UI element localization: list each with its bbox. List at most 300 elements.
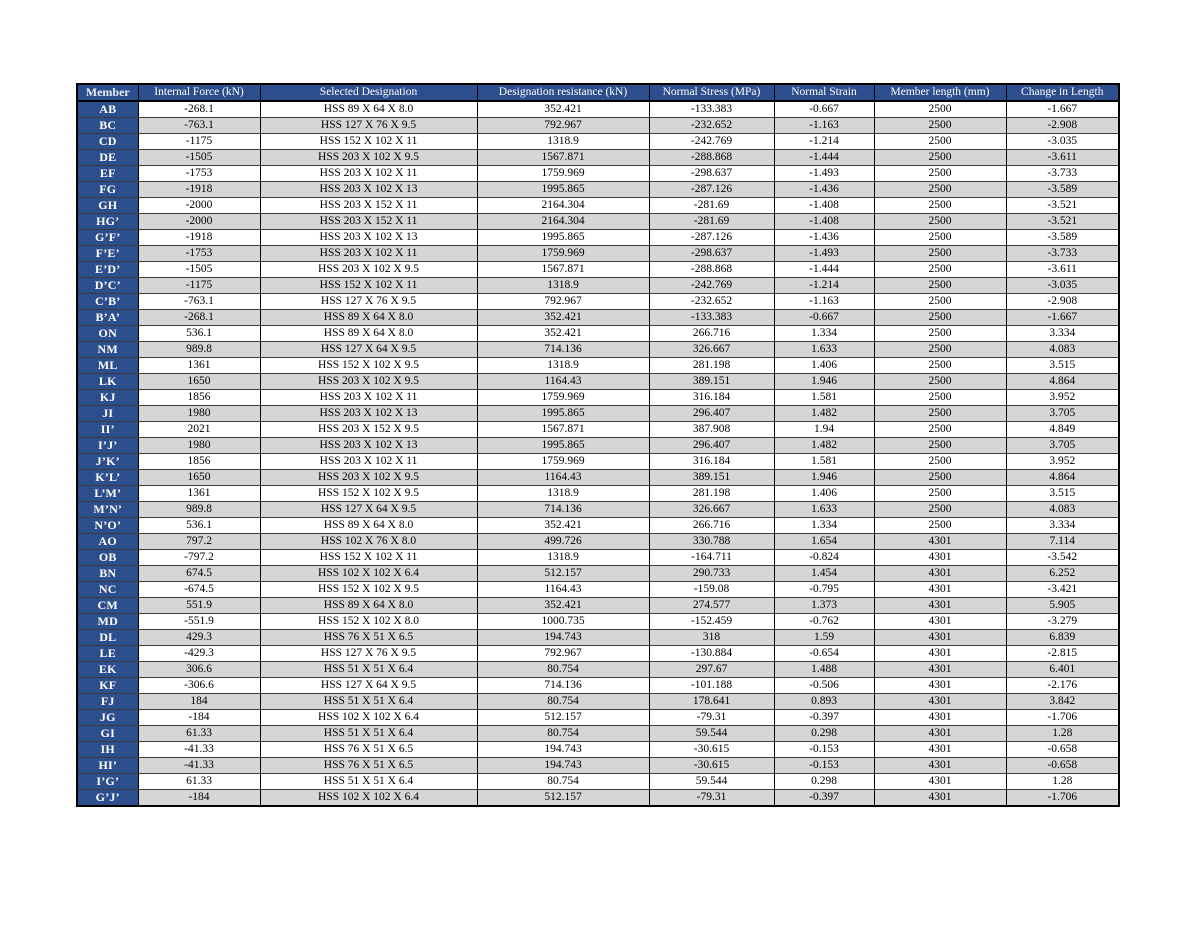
change-in-length-cell: 3.515 — [1006, 358, 1119, 374]
normal-strain-cell: 1.633 — [774, 342, 874, 358]
designation-cell: HSS 127 X 64 X 9.5 — [260, 678, 477, 694]
normal-stress-cell: 178.641 — [649, 694, 774, 710]
internal-force-cell: 1650 — [138, 374, 260, 390]
change-in-length-cell: 3.334 — [1006, 326, 1119, 342]
change-in-length-cell: -1.667 — [1006, 310, 1119, 326]
resistance-cell: 352.421 — [477, 518, 649, 534]
member-length-cell: 2500 — [874, 486, 1006, 502]
designation-cell: HSS 203 X 102 X 11 — [260, 454, 477, 470]
member-length-cell: 2500 — [874, 518, 1006, 534]
member-cell: BN — [77, 566, 138, 582]
table-row — [77, 326, 1119, 342]
normal-strain-cell: 1.334 — [774, 326, 874, 342]
normal-stress-cell: -288.868 — [649, 262, 774, 278]
member-length-cell: 4301 — [874, 758, 1006, 774]
member-length-cell: 2500 — [874, 150, 1006, 166]
internal-force-cell: 61.33 — [138, 774, 260, 790]
designation-cell: HSS 203 X 102 X 13 — [260, 230, 477, 246]
change-in-length-cell: 5.905 — [1006, 598, 1119, 614]
internal-force-cell: -1918 — [138, 182, 260, 198]
designation-cell: HSS 102 X 102 X 6.4 — [260, 566, 477, 582]
table-row — [77, 518, 1119, 534]
change-in-length-cell: 4.083 — [1006, 502, 1119, 518]
normal-stress-cell: 59.544 — [649, 774, 774, 790]
table-row — [77, 486, 1119, 502]
member-length-cell: 4301 — [874, 646, 1006, 662]
resistance-cell: 80.754 — [477, 726, 649, 742]
table-row — [77, 470, 1119, 486]
normal-strain-cell: 1.373 — [774, 598, 874, 614]
member-length-cell: 2500 — [874, 182, 1006, 198]
designation-cell: HSS 76 X 51 X 6.5 — [260, 758, 477, 774]
change-in-length-cell: 7.114 — [1006, 534, 1119, 550]
internal-force-cell: 536.1 — [138, 326, 260, 342]
resistance-cell: 194.743 — [477, 742, 649, 758]
change-in-length-cell: -3.611 — [1006, 262, 1119, 278]
table-row — [77, 246, 1119, 262]
normal-stress-cell: -152.459 — [649, 614, 774, 630]
designation-cell: HSS 203 X 102 X 9.5 — [260, 150, 477, 166]
internal-force-cell: -551.9 — [138, 614, 260, 630]
designation-cell: HSS 203 X 102 X 11 — [260, 246, 477, 262]
change-in-length-cell: -3.279 — [1006, 614, 1119, 630]
member-cell: FJ — [77, 694, 138, 710]
member-cell: EK — [77, 662, 138, 678]
normal-stress-cell: -242.769 — [649, 278, 774, 294]
internal-force-cell: -1918 — [138, 230, 260, 246]
table-row — [77, 502, 1119, 518]
internal-force-cell: 1361 — [138, 358, 260, 374]
internal-force-cell: 429.3 — [138, 630, 260, 646]
normal-strain-cell: 1.482 — [774, 406, 874, 422]
change-in-length-cell: 3.705 — [1006, 406, 1119, 422]
designation-cell: HSS 76 X 51 X 6.5 — [260, 630, 477, 646]
change-in-length-cell: -1.667 — [1006, 101, 1119, 118]
normal-stress-cell: -281.69 — [649, 198, 774, 214]
member-cell: B’A’ — [77, 310, 138, 326]
member-cell: JG — [77, 710, 138, 726]
resistance-cell: 1567.871 — [477, 150, 649, 166]
change-in-length-cell: 3.334 — [1006, 518, 1119, 534]
normal-stress-cell: -30.615 — [649, 758, 774, 774]
member-length-cell: 2500 — [874, 294, 1006, 310]
normal-strain-cell: 1.59 — [774, 630, 874, 646]
resistance-cell: 1567.871 — [477, 262, 649, 278]
normal-strain-cell: 1.654 — [774, 534, 874, 550]
change-in-length-cell: -3.035 — [1006, 278, 1119, 294]
change-in-length-cell: -3.421 — [1006, 582, 1119, 598]
member-length-cell: 2500 — [874, 422, 1006, 438]
table-row — [77, 582, 1119, 598]
designation-cell: HSS 203 X 152 X 9.5 — [260, 422, 477, 438]
member-length-cell: 4301 — [874, 694, 1006, 710]
internal-force-cell: -184 — [138, 710, 260, 726]
resistance-cell: 1318.9 — [477, 278, 649, 294]
table-row — [77, 422, 1119, 438]
normal-stress-cell: 318 — [649, 630, 774, 646]
member-length-cell: 4301 — [874, 774, 1006, 790]
table-row — [77, 278, 1119, 294]
normal-strain-cell: 1.946 — [774, 374, 874, 390]
designation-cell: HSS 89 X 64 X 8.0 — [260, 518, 477, 534]
member-cell: DE — [77, 150, 138, 166]
normal-strain-cell: 1.334 — [774, 518, 874, 534]
normal-stress-cell: 316.184 — [649, 390, 774, 406]
table-row — [77, 726, 1119, 742]
member-cell: G’F’ — [77, 230, 138, 246]
internal-force-cell: -2000 — [138, 198, 260, 214]
designation-cell: HSS 203 X 102 X 11 — [260, 166, 477, 182]
change-in-length-cell: 3.952 — [1006, 454, 1119, 470]
change-in-length-cell: 1.28 — [1006, 774, 1119, 790]
change-in-length-cell: 4.864 — [1006, 470, 1119, 486]
designation-cell: HSS 152 X 102 X 8.0 — [260, 614, 477, 630]
designation-cell: HSS 89 X 64 X 8.0 — [260, 310, 477, 326]
normal-stress-cell: 266.716 — [649, 326, 774, 342]
normal-stress-cell: -298.637 — [649, 246, 774, 262]
resistance-cell: 1164.43 — [477, 582, 649, 598]
column-header-change-in-length: Change in Length — [1006, 84, 1119, 101]
member-length-cell: 2500 — [874, 246, 1006, 262]
table-row — [77, 374, 1119, 390]
normal-strain-cell: 1.633 — [774, 502, 874, 518]
table-row — [77, 534, 1119, 550]
column-header-member: Member — [77, 84, 138, 101]
designation-cell: HSS 203 X 152 X 11 — [260, 214, 477, 230]
member-length-cell: 2500 — [874, 230, 1006, 246]
table-row — [77, 566, 1119, 582]
table-row — [77, 150, 1119, 166]
resistance-cell: 499.726 — [477, 534, 649, 550]
resistance-cell: 1318.9 — [477, 134, 649, 150]
internal-force-cell: -268.1 — [138, 101, 260, 118]
table-row — [77, 230, 1119, 246]
change-in-length-cell: 6.401 — [1006, 662, 1119, 678]
member-cell: MD — [77, 614, 138, 630]
normal-stress-cell: 281.198 — [649, 358, 774, 374]
normal-strain-cell: -0.654 — [774, 646, 874, 662]
column-header-selected-designation: Selected Designation — [260, 84, 477, 101]
normal-stress-cell: -130.884 — [649, 646, 774, 662]
resistance-cell: 194.743 — [477, 630, 649, 646]
internal-force-cell: 989.8 — [138, 502, 260, 518]
change-in-length-cell: 6.252 — [1006, 566, 1119, 582]
normal-stress-cell: -133.383 — [649, 101, 774, 118]
normal-stress-cell: 290.733 — [649, 566, 774, 582]
internal-force-cell: -429.3 — [138, 646, 260, 662]
normal-strain-cell: 1.946 — [774, 470, 874, 486]
internal-force-cell: 674.5 — [138, 566, 260, 582]
normal-stress-cell: 297.67 — [649, 662, 774, 678]
member-length-cell: 4301 — [874, 790, 1006, 807]
internal-force-cell: -797.2 — [138, 550, 260, 566]
header-row — [77, 84, 1119, 101]
column-header-normal-strain: Normal Strain — [774, 84, 874, 101]
member-length-cell: 2500 — [874, 134, 1006, 150]
member-cell: CD — [77, 134, 138, 150]
member-length-cell: 4301 — [874, 710, 1006, 726]
internal-force-cell: -1753 — [138, 246, 260, 262]
internal-force-cell: 1980 — [138, 438, 260, 454]
designation-cell: HSS 152 X 102 X 11 — [260, 550, 477, 566]
normal-strain-cell: -0.397 — [774, 790, 874, 807]
change-in-length-cell: -3.542 — [1006, 550, 1119, 566]
resistance-cell: 1164.43 — [477, 470, 649, 486]
normal-strain-cell: -0.506 — [774, 678, 874, 694]
normal-stress-cell: -281.69 — [649, 214, 774, 230]
member-length-cell: 4301 — [874, 678, 1006, 694]
normal-strain-cell: 1.94 — [774, 422, 874, 438]
member-length-cell: 4301 — [874, 566, 1006, 582]
change-in-length-cell: -3.733 — [1006, 246, 1119, 262]
normal-stress-cell: -288.868 — [649, 150, 774, 166]
table-row — [77, 454, 1119, 470]
change-in-length-cell: 1.28 — [1006, 726, 1119, 742]
normal-strain-cell: -0.795 — [774, 582, 874, 598]
member-length-cell: 2500 — [874, 454, 1006, 470]
member-cell: HI’ — [77, 758, 138, 774]
internal-force-cell: -1505 — [138, 262, 260, 278]
change-in-length-cell: -1.706 — [1006, 790, 1119, 807]
internal-force-cell: -1175 — [138, 134, 260, 150]
designation-cell: HSS 127 X 76 X 9.5 — [260, 118, 477, 134]
member-cell: AB — [77, 101, 138, 118]
member-length-cell: 2500 — [874, 166, 1006, 182]
designation-cell: HSS 152 X 102 X 11 — [260, 278, 477, 294]
normal-stress-cell: -164.711 — [649, 550, 774, 566]
designation-cell: HSS 76 X 51 X 6.5 — [260, 742, 477, 758]
table-row — [77, 310, 1119, 326]
normal-strain-cell: -0.667 — [774, 101, 874, 118]
resistance-cell: 792.967 — [477, 646, 649, 662]
change-in-length-cell: 3.705 — [1006, 438, 1119, 454]
designation-cell: HSS 127 X 76 X 9.5 — [260, 294, 477, 310]
table-row — [77, 166, 1119, 182]
designation-cell: HSS 152 X 102 X 9.5 — [260, 582, 477, 598]
normal-stress-cell: -232.652 — [649, 118, 774, 134]
member-cell: BC — [77, 118, 138, 134]
table-row — [77, 358, 1119, 374]
change-in-length-cell: -2.908 — [1006, 118, 1119, 134]
member-length-cell: 4301 — [874, 662, 1006, 678]
table-row — [77, 598, 1119, 614]
table-header — [77, 84, 1119, 101]
designation-cell: HSS 203 X 102 X 13 — [260, 182, 477, 198]
resistance-cell: 512.157 — [477, 710, 649, 726]
normal-stress-cell: 296.407 — [649, 438, 774, 454]
change-in-length-cell: 4.849 — [1006, 422, 1119, 438]
resistance-cell: 1318.9 — [477, 550, 649, 566]
normal-strain-cell: -1.408 — [774, 198, 874, 214]
internal-force-cell: 2021 — [138, 422, 260, 438]
resistance-cell: 792.967 — [477, 118, 649, 134]
member-cell: IH — [77, 742, 138, 758]
change-in-length-cell: -3.733 — [1006, 166, 1119, 182]
resistance-cell: 1318.9 — [477, 486, 649, 502]
internal-force-cell: 536.1 — [138, 518, 260, 534]
member-cell: E’D’ — [77, 262, 138, 278]
resistance-cell: 352.421 — [477, 598, 649, 614]
resistance-cell: 80.754 — [477, 662, 649, 678]
normal-stress-cell: -298.637 — [649, 166, 774, 182]
normal-strain-cell: -0.153 — [774, 758, 874, 774]
member-length-cell: 4301 — [874, 534, 1006, 550]
internal-force-cell: -2000 — [138, 214, 260, 230]
resistance-cell: 512.157 — [477, 566, 649, 582]
table-row — [77, 758, 1119, 774]
designation-cell: HSS 51 X 51 X 6.4 — [260, 774, 477, 790]
normal-strain-cell: 0.298 — [774, 774, 874, 790]
designation-cell: HSS 89 X 64 X 8.0 — [260, 101, 477, 118]
designation-cell: HSS 89 X 64 X 8.0 — [260, 598, 477, 614]
resistance-cell: 714.136 — [477, 342, 649, 358]
member-cell: NC — [77, 582, 138, 598]
normal-strain-cell: -1.214 — [774, 278, 874, 294]
member-length-cell: 2500 — [874, 101, 1006, 118]
internal-force-cell: 989.8 — [138, 342, 260, 358]
designation-cell: HSS 89 X 64 X 8.0 — [260, 326, 477, 342]
designation-cell: HSS 51 X 51 X 6.4 — [260, 726, 477, 742]
normal-stress-cell: 330.788 — [649, 534, 774, 550]
table-row — [77, 101, 1119, 118]
designation-cell: HSS 152 X 102 X 9.5 — [260, 486, 477, 502]
internal-force-cell: -184 — [138, 790, 260, 807]
member-length-cell: 2500 — [874, 438, 1006, 454]
internal-force-cell: -674.5 — [138, 582, 260, 598]
normal-stress-cell: 316.184 — [649, 454, 774, 470]
resistance-cell: 1995.865 — [477, 406, 649, 422]
designation-cell: HSS 203 X 102 X 13 — [260, 438, 477, 454]
column-header-internal-force: Internal Force (kN) — [138, 84, 260, 101]
member-length-cell: 2500 — [874, 262, 1006, 278]
member-cell: F’E’ — [77, 246, 138, 262]
change-in-length-cell: -3.589 — [1006, 182, 1119, 198]
member-cell: M’N’ — [77, 502, 138, 518]
member-cell: GH — [77, 198, 138, 214]
normal-stress-cell: -79.31 — [649, 710, 774, 726]
internal-force-cell: 1856 — [138, 454, 260, 470]
member-cell: L’M’ — [77, 486, 138, 502]
member-cell: ON — [77, 326, 138, 342]
internal-force-cell: -1175 — [138, 278, 260, 294]
normal-strain-cell: -0.762 — [774, 614, 874, 630]
member-cell: N’O’ — [77, 518, 138, 534]
member-length-cell: 2500 — [874, 310, 1006, 326]
normal-stress-cell: 274.577 — [649, 598, 774, 614]
resistance-cell: 80.754 — [477, 694, 649, 710]
change-in-length-cell: -2.176 — [1006, 678, 1119, 694]
internal-force-cell: -306.6 — [138, 678, 260, 694]
member-cell: CM — [77, 598, 138, 614]
member-length-cell: 2500 — [874, 326, 1006, 342]
member-length-cell: 4301 — [874, 630, 1006, 646]
table-row — [77, 262, 1119, 278]
normal-stress-cell: -79.31 — [649, 790, 774, 807]
table-row — [77, 342, 1119, 358]
designation-cell: HSS 203 X 102 X 9.5 — [260, 374, 477, 390]
resistance-cell: 1164.43 — [477, 374, 649, 390]
normal-strain-cell: 1.581 — [774, 390, 874, 406]
table-row — [77, 214, 1119, 230]
member-length-cell: 2500 — [874, 118, 1006, 134]
change-in-length-cell: 4.083 — [1006, 342, 1119, 358]
normal-stress-cell: -287.126 — [649, 182, 774, 198]
designation-cell: HSS 51 X 51 X 6.4 — [260, 662, 477, 678]
resistance-cell: 1995.865 — [477, 438, 649, 454]
resistance-cell: 792.967 — [477, 294, 649, 310]
resistance-cell: 1759.969 — [477, 166, 649, 182]
normal-strain-cell: -0.397 — [774, 710, 874, 726]
normal-stress-cell: 281.198 — [649, 486, 774, 502]
designation-cell: HSS 102 X 102 X 6.4 — [260, 710, 477, 726]
member-cell: DL — [77, 630, 138, 646]
normal-strain-cell: -1.214 — [774, 134, 874, 150]
internal-force-cell: 61.33 — [138, 726, 260, 742]
normal-stress-cell: -133.383 — [649, 310, 774, 326]
member-cell: G’J’ — [77, 790, 138, 807]
member-length-cell: 4301 — [874, 598, 1006, 614]
member-cell: LE — [77, 646, 138, 662]
member-cell: ML — [77, 358, 138, 374]
normal-strain-cell: -1.163 — [774, 118, 874, 134]
normal-stress-cell: -242.769 — [649, 134, 774, 150]
member-length-cell: 4301 — [874, 550, 1006, 566]
column-header-normal-stress: Normal Stress (MPa) — [649, 84, 774, 101]
member-cell: GI — [77, 726, 138, 742]
resistance-cell: 2164.304 — [477, 198, 649, 214]
member-results-table — [76, 83, 1120, 807]
normal-stress-cell: -232.652 — [649, 294, 774, 310]
member-length-cell: 2500 — [874, 470, 1006, 486]
normal-strain-cell: 1.454 — [774, 566, 874, 582]
internal-force-cell: 551.9 — [138, 598, 260, 614]
member-cell: FG — [77, 182, 138, 198]
normal-strain-cell: -1.408 — [774, 214, 874, 230]
resistance-cell: 512.157 — [477, 790, 649, 807]
internal-force-cell: -268.1 — [138, 310, 260, 326]
table-row — [77, 774, 1119, 790]
member-cell: KF — [77, 678, 138, 694]
member-length-cell: 4301 — [874, 726, 1006, 742]
designation-cell: HSS 203 X 102 X 9.5 — [260, 262, 477, 278]
table-row — [77, 710, 1119, 726]
member-cell: OB — [77, 550, 138, 566]
member-length-cell: 4301 — [874, 582, 1006, 598]
resistance-cell: 714.136 — [477, 678, 649, 694]
normal-stress-cell: -101.188 — [649, 678, 774, 694]
change-in-length-cell: -0.658 — [1006, 742, 1119, 758]
table-row — [77, 182, 1119, 198]
resistance-cell: 1995.865 — [477, 182, 649, 198]
member-cell: D’C’ — [77, 278, 138, 294]
resistance-cell: 1000.735 — [477, 614, 649, 630]
table-row — [77, 790, 1119, 807]
change-in-length-cell: -1.706 — [1006, 710, 1119, 726]
member-length-cell: 2500 — [874, 390, 1006, 406]
change-in-length-cell: -2.815 — [1006, 646, 1119, 662]
change-in-length-cell: 4.864 — [1006, 374, 1119, 390]
designation-cell: HSS 102 X 76 X 8.0 — [260, 534, 477, 550]
resistance-cell: 352.421 — [477, 101, 649, 118]
member-length-cell: 2500 — [874, 342, 1006, 358]
member-length-cell: 2500 — [874, 278, 1006, 294]
designation-cell: HSS 152 X 102 X 11 — [260, 134, 477, 150]
table-row — [77, 742, 1119, 758]
normal-strain-cell: -0.824 — [774, 550, 874, 566]
designation-cell: HSS 102 X 102 X 6.4 — [260, 790, 477, 807]
normal-strain-cell: -1.163 — [774, 294, 874, 310]
resistance-cell: 352.421 — [477, 326, 649, 342]
